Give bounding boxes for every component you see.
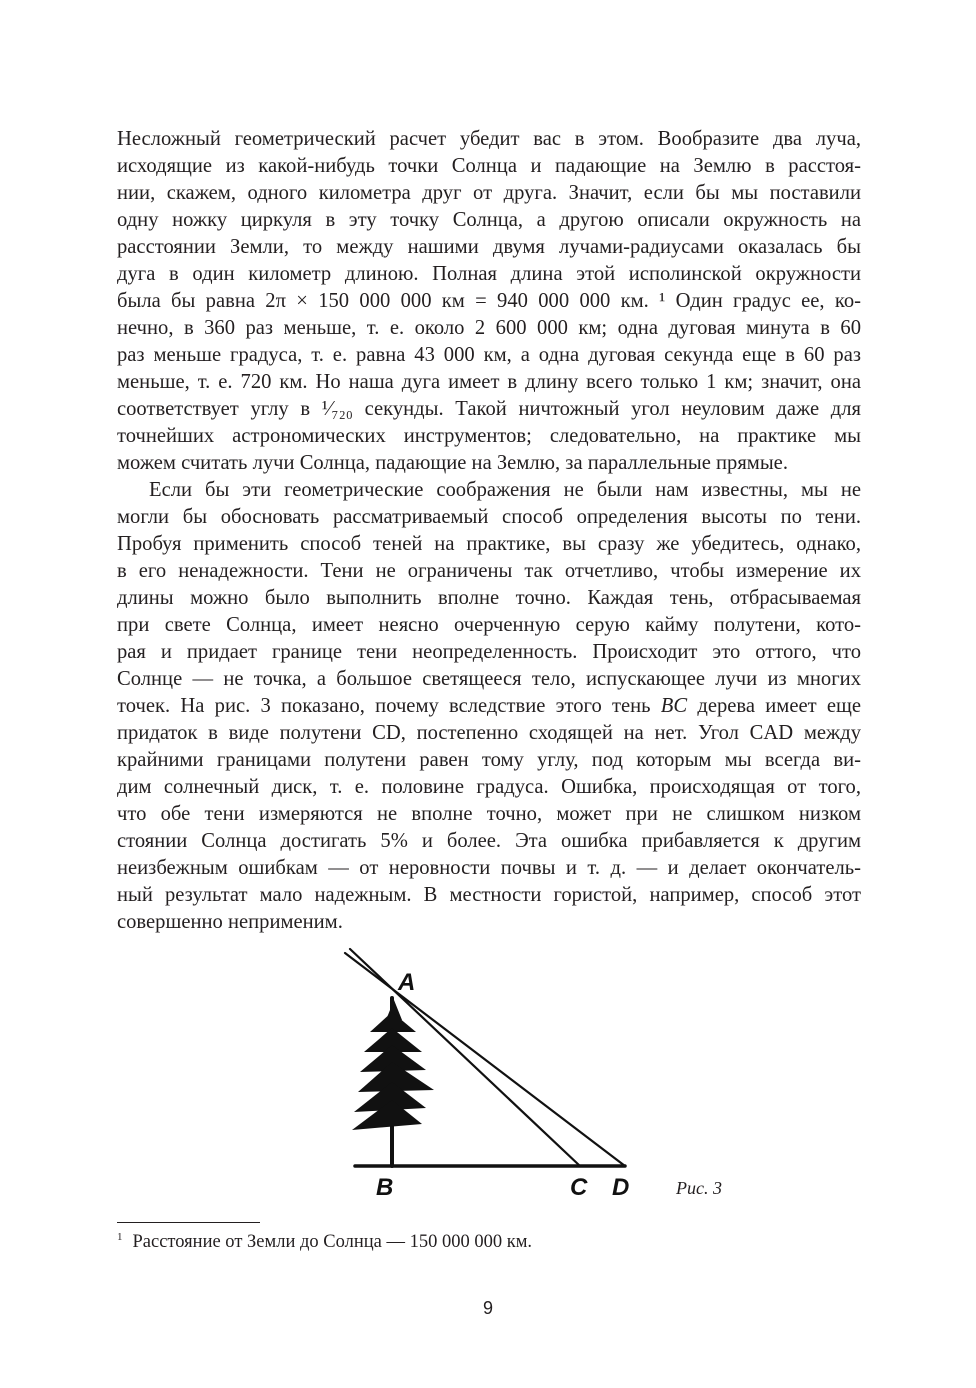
text-line: придаток в виде полутени CD, постепенно сходящей на нет. Угол CAD между: [117, 722, 861, 744]
text-line: одну ножку циркуля в эту точку Солнца, а другою описали окружность на: [117, 209, 861, 231]
tree-foliage: [352, 1000, 434, 1130]
text-line: Несложный геометрический расчет убедит вас в этом. Вообразите два луча,: [117, 128, 861, 150]
text-line: ный результат мало надежным. В местности гористой, например, способ этот: [117, 884, 861, 906]
footnote-text: Расстояние от Земли до Солнца — 150 000 000 км.: [132, 1232, 533, 1253]
text-line: в его ненадежности. Тени не ограничены так отчетливо, чтобы измерение их: [117, 560, 861, 582]
text-line: крайними границами полутени равен тому углу, под которым мы всегда ви-: [117, 749, 861, 771]
text-line: при свете Солнца, имеет неясно очерченную серую кайму полутени, кото-: [117, 614, 861, 636]
body-text: [117, 126, 861, 936]
paragraph-1: [117, 126, 861, 477]
text-line: Пробуя применить способ теней на практике, вы сразу же убедитесь, однако,: [117, 533, 861, 555]
text-line: дим солнечный диск, т. е. половине градуса. Ошибка, происходящая от того,: [117, 776, 861, 798]
text-line: раз меньше градуса, т. е. равна 43 000 км, а одна дуговая секунда еще в 60 раз: [117, 344, 861, 366]
footnote: [117, 1231, 532, 1253]
footnote-mark: 1: [117, 1231, 123, 1243]
text-line: длины можно было выполнить вполне точно. Каждая тень, отбрасываемая: [117, 587, 861, 609]
page-number: 9: [482, 1298, 493, 1318]
text-line: нии, скажем, одного километра друг от друга. Значит, если бы мы поставили: [117, 182, 861, 204]
figure-tree-shadow: [330, 940, 730, 1210]
text-line: можем считать лучи Солнца, падающие на Землю, за параллельные прямые.: [117, 452, 788, 474]
label-b: B: [376, 1174, 394, 1201]
text-line: что обе тени измеряются не вполне точно, может при не слишком низком: [117, 803, 861, 825]
text-line: меньше, т. е. 720 км. Но наша дуга имеет в длину всего только 1 км; значит, она: [117, 371, 861, 393]
figure-caption: Рис. 3: [676, 1178, 722, 1198]
text-segment: дерева имеет еще: [687, 695, 861, 717]
text-line: стоянии Солнца достигать 5% и более. Эта ошибка прибавляется к другим: [117, 830, 861, 852]
text-line: Если бы эти геометрические соображения не были нам известны, мы не: [149, 479, 861, 501]
label-d: D: [612, 1174, 630, 1201]
label-a: A: [398, 969, 416, 996]
text-line: Солнце — не точка, а большое светящееся тело, испускающее лучи из многих: [117, 668, 861, 690]
text-segment: точек. На рис. 3 показано, почему вследствие этого тень: [117, 695, 661, 717]
text-line: дуга в один километр длиною. Полная длина этой исполинской окружности: [117, 263, 861, 285]
text-line: исходящие из какой-нибудь точки Солнца и падающие на Землю в расстоя-: [117, 155, 861, 177]
text-line: нечно, в 360 раз меньше, т. е. около 2 600 000 км; одна дуговая минута в 60: [117, 317, 861, 339]
text-line: соответствует углу в ¹⁄₇₂₀ секунды. Такой ничтожный угол неуловим даже для: [117, 398, 861, 420]
label-c: C: [570, 1174, 588, 1201]
text-line: могли бы обосновать рассматриваемый способ определения высоты по тени.: [117, 506, 861, 528]
text-line: была бы равна 2π × 150 000 000 км = 940 000 000 км. ¹ Один градус ее, ко-: [117, 290, 861, 312]
italic-segment: BC: [660, 695, 688, 717]
text-line: расстоянии Земли, то между нашими двумя лучами-радиусами оказалась бы: [117, 236, 861, 258]
text-line: рая и придает границе тени неопределенность. Происходит это оттого, что: [117, 641, 861, 663]
footnote-rule: [117, 1222, 260, 1223]
paragraph-2: [117, 477, 861, 936]
text-line: неизбежным ошибкам — от неровности почвы и т. д. — и делает окончатель-: [117, 857, 861, 879]
text-line: точнейших астрономических инструментов; следовательно, на практике мы: [117, 425, 861, 447]
text-line: [117, 693, 861, 720]
text-line: совершенно неприменим.: [117, 911, 343, 933]
